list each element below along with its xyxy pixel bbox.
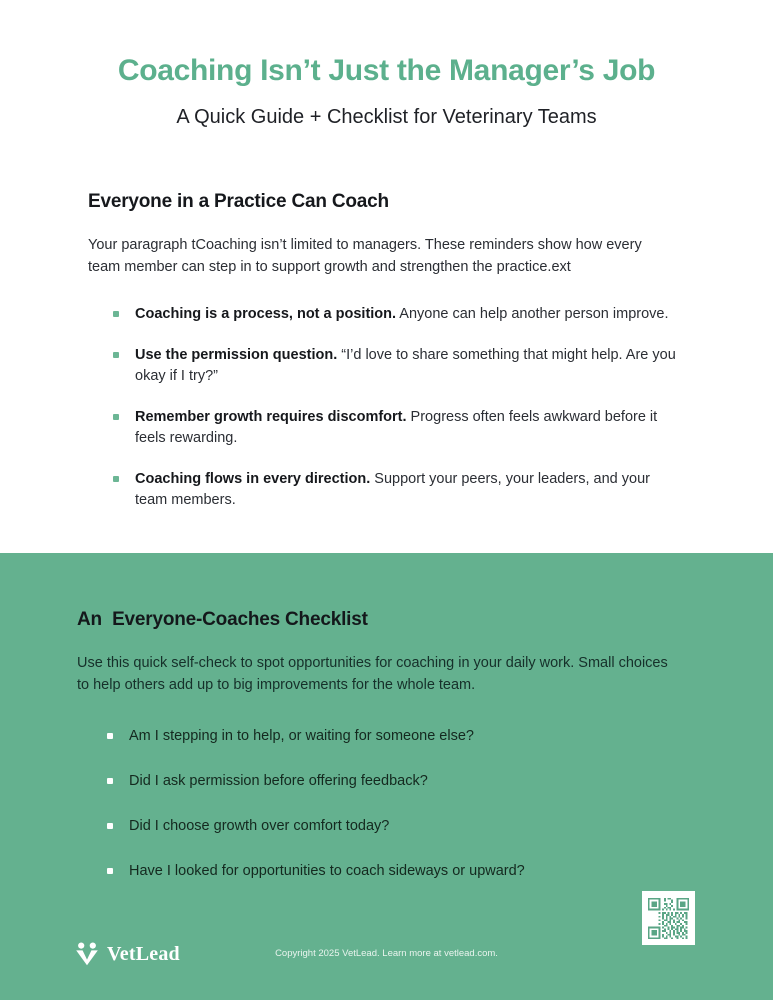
page-subtitle: A Quick Guide + Checklist for Veterinary Teams bbox=[176, 106, 597, 128]
list-item-label: Did I ask permission before offering feedback? bbox=[129, 773, 428, 789]
qr-code-panel[interactable] bbox=[642, 891, 695, 945]
page-header bbox=[0, 0, 773, 130]
checklist-content bbox=[0, 553, 773, 882]
vetlead-logo-text: VetLead bbox=[107, 942, 180, 965]
checklist-paragraph: Use this quick self-check to spot opportunities for coaching in your daily work. Small choices to help others add up to big improvements for the whole team. bbox=[77, 655, 668, 693]
copyright-text: Copyright 2025 VetLead. Learn more at vetlead.com. bbox=[275, 948, 498, 959]
list-item bbox=[107, 861, 696, 882]
page-title: Coaching Isn’t Just the Manager’s Job bbox=[117, 54, 656, 87]
bullet-square-icon bbox=[113, 311, 119, 317]
list-item bbox=[113, 469, 685, 511]
list-item-rest: Anyone can help another person improve. bbox=[396, 306, 669, 322]
section-paragraph: Your paragraph tCoaching isn’t limited to managers. These reminders show how every team member can step in to support growth and strengthen the practice.ext bbox=[88, 237, 642, 275]
list-item-rest: “I’d love to share something that might help. Are you okay if I try?” bbox=[135, 347, 676, 384]
bullet-square-icon bbox=[113, 476, 119, 482]
list-item bbox=[113, 345, 685, 387]
intro-section bbox=[0, 130, 773, 511]
section-heading-checklist: An Everyone-Coaches Checklist bbox=[77, 609, 368, 630]
list-item bbox=[113, 304, 685, 325]
coaching-reminders-list bbox=[88, 304, 685, 511]
list-item-lead: Coaching is a process, not a position. bbox=[135, 306, 397, 322]
list-item bbox=[113, 407, 685, 449]
section-heading-everyone-can-coach: Everyone in a Practice Can Coach bbox=[88, 191, 389, 212]
bullet-square-icon bbox=[107, 868, 113, 874]
bullet-square-icon bbox=[107, 778, 113, 784]
list-item-rest: Support your peers, your leaders, and your team members. bbox=[135, 471, 650, 508]
list-item bbox=[107, 816, 696, 837]
page-footer bbox=[0, 908, 773, 978]
list-item bbox=[107, 726, 696, 747]
list-item-label: Have I looked for opportunities to coach sideways or upward? bbox=[129, 863, 525, 879]
bullet-square-icon bbox=[107, 733, 113, 739]
qr-code-icon[interactable] bbox=[646, 896, 691, 941]
bullet-square-icon bbox=[113, 414, 119, 420]
list-item-lead: Coaching flows in every direction. bbox=[135, 471, 371, 487]
list-item-lead: Use the permission question. bbox=[135, 347, 338, 363]
self-check-list bbox=[77, 726, 696, 882]
checklist-section bbox=[0, 553, 773, 1000]
list-item bbox=[107, 771, 696, 792]
list-item-rest: Progress often feels awkward before it feels rewarding. bbox=[135, 409, 658, 446]
bullet-square-icon bbox=[113, 352, 119, 358]
list-item-label: Am I stepping in to help, or waiting for someone else? bbox=[129, 728, 474, 744]
list-item-label: Did I choose growth over comfort today? bbox=[129, 818, 390, 834]
list-item-lead: Remember growth requires discomfort. bbox=[135, 409, 407, 425]
bullet-square-icon bbox=[107, 823, 113, 829]
